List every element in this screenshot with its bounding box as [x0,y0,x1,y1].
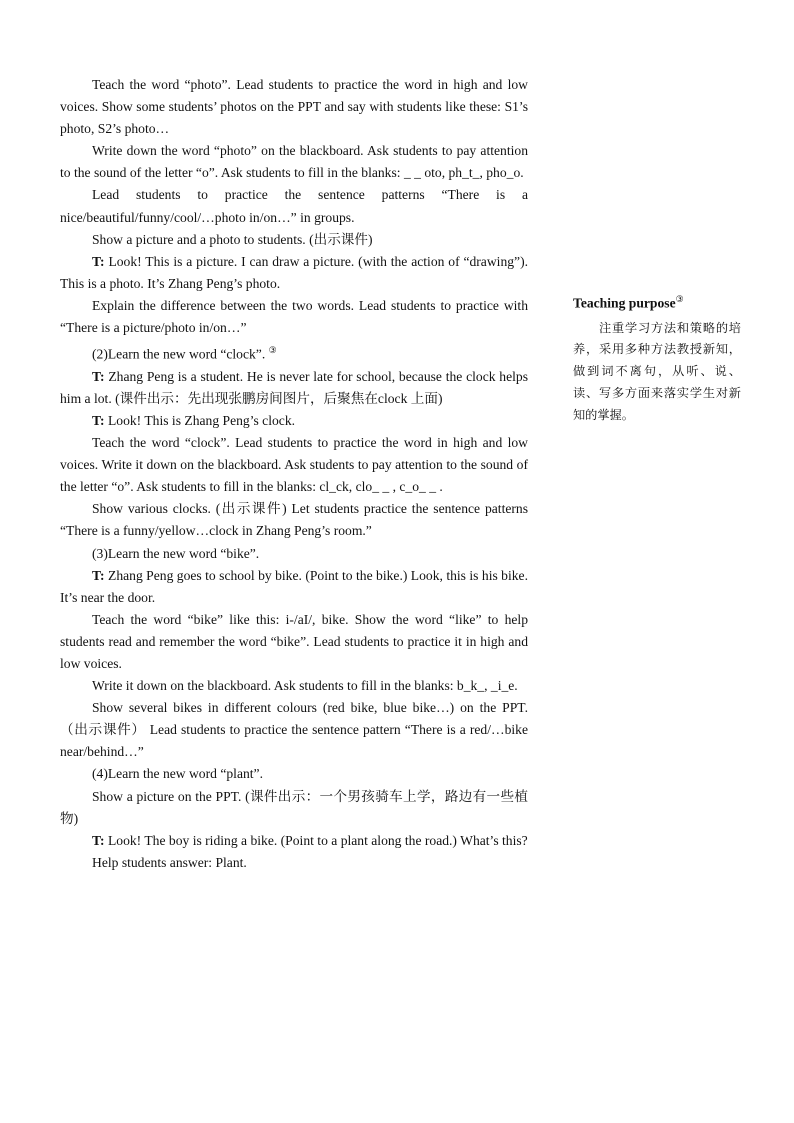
paragraph: Lead students to practice the sentence patterns “There is a nice/beautiful/funny/cool/…photo in/on…” in groups. [60,187,528,225]
teaching-purpose-note [573,289,741,427]
lesson-body [60,74,528,874]
paragraph: Show a picture on the PPT. (课件出示：一个男孩骑车上学，路边有一些植物) [60,788,528,826]
paragraph: Explain the difference between the two words. Lead students to practice with “There is a picture/photo in/on…” [60,297,528,336]
paragraph [60,339,528,366]
paragraph-text: Look! This is Zhang Peng’s clock. [104,412,296,428]
paragraph: Write down the word “photo” on the blackboard. Ask students to pay attention to the sound of the letter “o”. Ask students to fill in the blanks: _ _ oto, ph_t_, pho_o. [60,143,528,181]
paragraph: Show various clocks. (出示课件) Let students practice the sentence patterns “There is a funny/yellow…clock in Zhang Peng’s room.” [60,501,528,539]
paragraph [60,251,528,295]
paragraph-text: Look! This is a picture. I can draw a picture. (with the action of “drawing”). This is a photo. It’s Zhang Peng’s photo. [60,253,528,291]
paragraph [60,565,528,609]
paragraph-text: Zhang Peng goes to school by bike. (Point to the bike.) Look, this is his bike. It’s near the door. [60,567,528,605]
teacher-label: T: [92,412,105,428]
paragraph: Help students answer: Plant. [92,854,247,870]
note-heading-text: Teaching purpose [573,295,676,311]
teacher-label: T: [92,368,105,384]
paragraph: (3)Learn the new word “bike”. [92,545,260,561]
paragraph [60,410,528,432]
teacher-label: T: [92,567,105,583]
paragraph: Teach the word “bike” like this: i-/aI/, bike. Show the word “like” to help students read and remember the word “bike”. Lead students to practice it in high and low voices. [60,611,528,671]
footnote-marker: ③ [675,294,684,304]
paragraph-text: Look! The boy is riding a bike. (Point to a plant along the road.) What’s this? [104,832,528,848]
paragraph-text: (2)Learn the new word “clock”. [92,346,266,362]
paragraph-text: Zhang Peng is a student. He is never late for school, because the clock helps him a lot. (课件出示：先出现张鹏房间图片，后聚焦在clock 上面) [60,368,528,406]
footnote-marker: ③ [268,345,277,356]
paragraph: Teach the word “photo”. Lead students to practice the word in high and low voices. Show some students’ photos on the PPT and say with students like these: S1’s photo, S2’s photo… [60,77,528,137]
note-body: 注重学习方法和策略的培养，采用多种方法教授新知，做到词不离句，从听、说、读、写多方面来落实学生对新知的掌握。 [573,320,741,422]
teacher-label: T: [92,832,105,848]
paragraph: Show a picture and a photo to students. (出示课件) [92,231,373,247]
paragraph: Show several bikes in different colours (red bike, blue bike…) on the PPT. （出示课件） Lead students to practice the sentence pattern “There is a red/…bike near/behind…” [60,700,528,760]
note-heading [573,289,741,314]
paragraph: Teach the word “clock”. Lead students to practice the word in high and low voices. Write it down on the blackboard. Ask students to pay attention to the sound of the letter “o”. Ask students to fill in the blanks: cl_ck, clo_ _ , c_o_ _ . [60,435,528,495]
paragraph [60,830,528,852]
teacher-label: T: [92,253,105,269]
paragraph: Write it down on the blackboard. Ask students to fill in the blanks: b_k_, _i_e. [92,678,518,694]
paragraph [60,366,528,410]
paragraph: (4)Learn the new word “plant”. [92,766,263,782]
